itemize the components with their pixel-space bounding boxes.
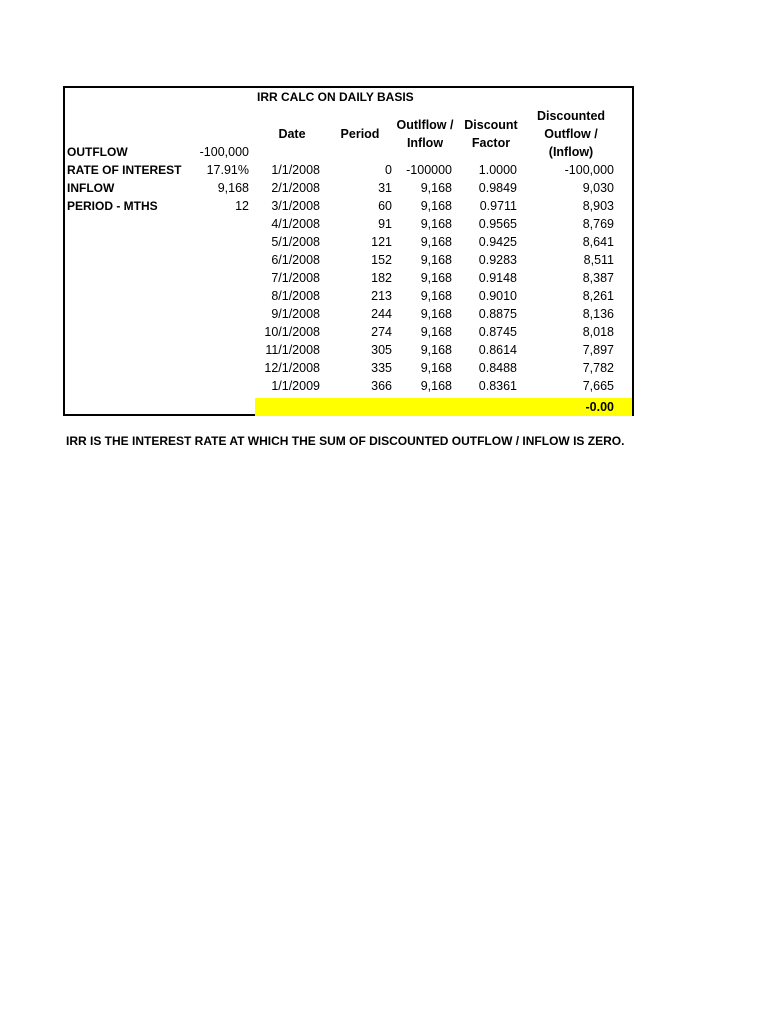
cell-flow: 9,168 — [420, 361, 452, 375]
cell-period: 274 — [371, 325, 392, 339]
cell-date: 8/1/2008 — [271, 289, 320, 303]
cell-factor: 0.8745 — [478, 325, 517, 339]
cell-factor: 0.8488 — [478, 361, 517, 375]
input-label-outflow: OUTFLOW — [67, 145, 128, 159]
cell-period: 0 — [385, 163, 392, 177]
cell-discounted: 7,782 — [582, 361, 614, 375]
cell-date: 2/1/2008 — [271, 181, 320, 195]
cell-factor: 0.9711 — [479, 199, 517, 213]
cell-period: 335 — [371, 361, 392, 375]
cell-discounted: 8,136 — [582, 307, 614, 321]
input-label-inflow: INFLOW — [67, 181, 115, 195]
header-flow-line2: Inflow — [406, 136, 444, 150]
cell-discounted: 8,387 — [582, 271, 614, 285]
cell-period: 244 — [371, 307, 392, 321]
cell-date: 5/1/2008 — [271, 235, 320, 249]
cell-period: 91 — [378, 217, 392, 231]
total-highlight — [255, 398, 632, 416]
cell-date: 12/1/2008 — [264, 361, 320, 375]
cell-flow: 9,168 — [420, 253, 452, 267]
cell-factor: 1.0000 — [478, 163, 517, 177]
header-disc-line1: Discounted — [536, 109, 606, 123]
cell-period: 31 — [378, 181, 392, 195]
cell-factor: 0.8361 — [478, 379, 517, 393]
cell-flow: 9,168 — [420, 271, 452, 285]
cell-discounted: 7,665 — [582, 379, 614, 393]
input-value-rate: 17.91% — [206, 163, 249, 177]
input-value-outflow: -100,000 — [199, 145, 249, 159]
header-period: Period — [340, 127, 380, 141]
total-discounted-sum: -0.00 — [585, 400, 614, 414]
cell-flow: 9,168 — [420, 217, 452, 231]
cell-factor: 0.9565 — [478, 217, 517, 231]
irr-explanation-note: IRR IS THE INTEREST RATE AT WHICH THE SUM OF DISCOUNTED OUTFLOW / INFLOW IS ZERO. — [66, 434, 625, 448]
cell-period: 213 — [371, 289, 392, 303]
cell-period: 152 — [371, 253, 392, 267]
cell-discounted: 8,903 — [582, 199, 614, 213]
cell-date: 6/1/2008 — [271, 253, 320, 267]
cell-discounted: 8,018 — [582, 325, 614, 339]
cell-period: 182 — [371, 271, 392, 285]
cell-date: 7/1/2008 — [271, 271, 320, 285]
header-factor-line2: Factor — [471, 136, 511, 150]
cell-period: 60 — [378, 199, 392, 213]
cell-factor: 0.9849 — [478, 181, 517, 195]
sheet-title: IRR CALC ON DAILY BASIS — [257, 90, 414, 104]
cell-date: 9/1/2008 — [271, 307, 320, 321]
input-value-inflow: 9,168 — [217, 181, 249, 195]
cell-factor: 0.9010 — [478, 289, 517, 303]
cell-date: 11/1/2008 — [265, 343, 320, 357]
cell-factor: 0.9283 — [478, 253, 517, 267]
cell-factor: 0.9148 — [478, 271, 517, 285]
cell-factor: 0.8875 — [478, 307, 517, 321]
cell-period: 366 — [371, 379, 392, 393]
cell-flow: -100000 — [406, 163, 452, 177]
header-flow-line1: Outlflow / — [396, 118, 454, 132]
cell-date: 1/1/2008 — [271, 163, 320, 177]
cell-date: 1/1/2009 — [271, 379, 320, 393]
header-disc-line3: (Inflow) — [548, 145, 594, 159]
cell-date: 10/1/2008 — [264, 325, 320, 339]
cell-discounted: 8,261 — [582, 289, 614, 303]
input-label-rate: RATE OF INTEREST — [67, 163, 182, 177]
cell-period: 305 — [371, 343, 392, 357]
header-date: Date — [278, 127, 306, 141]
cell-flow: 9,168 — [420, 307, 452, 321]
cell-date: 3/1/2008 — [271, 199, 320, 213]
cell-flow: 9,168 — [420, 289, 452, 303]
irr-spreadsheet — [63, 86, 634, 416]
cell-flow: 9,168 — [420, 343, 452, 357]
header-disc-line2: Outflow / — [544, 127, 598, 141]
cell-discounted: 9,030 — [582, 181, 614, 195]
cell-discounted: 8,641 — [582, 235, 614, 249]
header-factor-line1: Discount — [464, 118, 518, 132]
cell-factor: 0.9425 — [478, 235, 517, 249]
cell-flow: 9,168 — [420, 199, 452, 213]
cell-factor: 0.8614 — [478, 343, 517, 357]
cell-flow: 9,168 — [420, 379, 452, 393]
input-value-period: 12 — [235, 199, 249, 213]
cell-discounted: 7,897 — [582, 343, 614, 357]
cell-discounted: 8,769 — [582, 217, 614, 231]
cell-flow: 9,168 — [420, 181, 452, 195]
cell-flow: 9,168 — [420, 235, 452, 249]
input-label-period: PERIOD - MTHS — [67, 199, 158, 213]
cell-flow: 9,168 — [420, 325, 452, 339]
cell-discounted: -100,000 — [564, 163, 614, 177]
cell-discounted: 8,511 — [583, 253, 614, 267]
cell-period: 121 — [371, 235, 392, 249]
cell-date: 4/1/2008 — [271, 217, 320, 231]
